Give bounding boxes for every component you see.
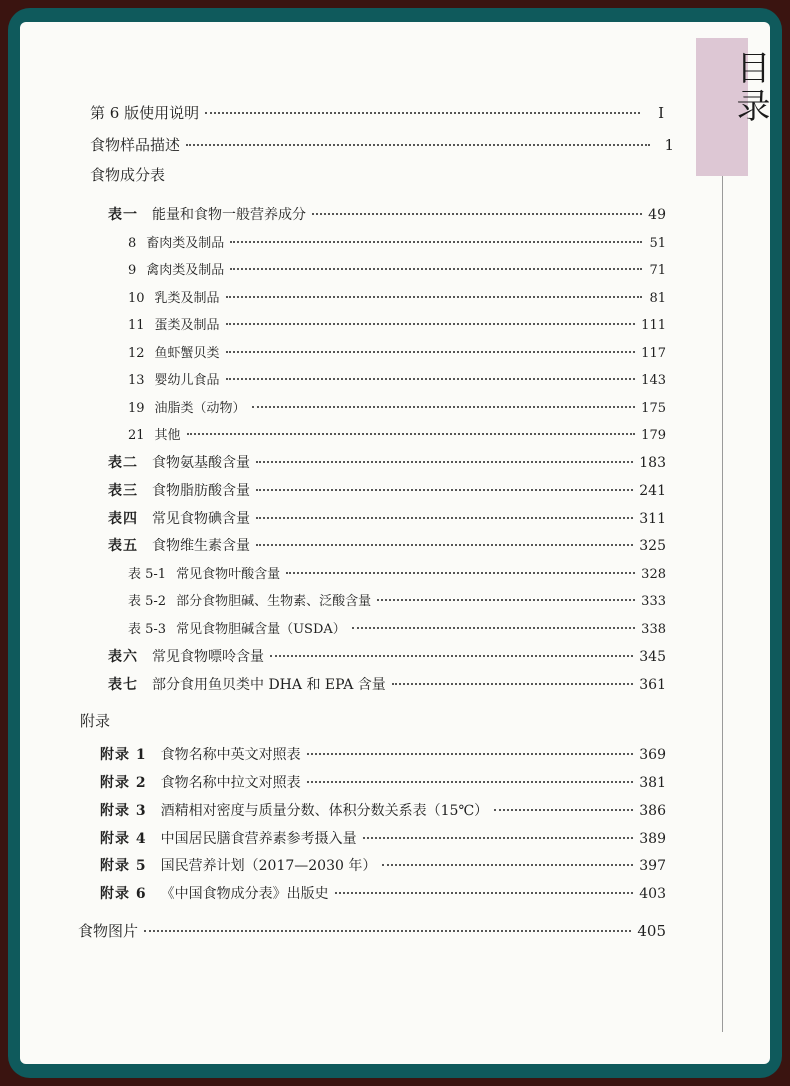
entry-text: 常见食物碘含量 [152,511,250,527]
dot-leader [307,780,634,783]
entry-page: 241 [639,483,666,499]
entry-label: 附录 2 [100,775,147,791]
toc-subentry[interactable] [128,563,666,582]
entry-text: 食物图片 [78,922,139,940]
entry-label: 附录 3 [100,803,147,819]
entry-text: 蛋类及制品 [154,318,220,333]
toc-entry-table6[interactable] [108,646,666,666]
toc-subentry[interactable] [128,424,666,443]
entry-number: 11 [128,318,145,333]
entry-label: 表四 [108,511,138,527]
entry-page: 338 [641,622,666,637]
entry-page: 81 [649,291,666,306]
dot-leader [230,267,642,270]
entry-text: 食物维生素含量 [152,538,250,554]
dot-leader [256,460,633,463]
toc-subentry[interactable] [128,314,666,333]
dot-leader [335,891,634,894]
dot-leader [494,808,633,811]
entry-page: 51 [649,236,666,251]
dot-leader [226,295,642,298]
entry-page: 143 [641,373,666,388]
toc-entry-appendix[interactable] [100,800,666,820]
entry-page: 333 [641,594,666,609]
dot-leader [256,488,633,491]
dot-leader [205,111,640,114]
entry-text: 常见食物叶酸含量 [176,567,281,582]
toc-page [20,22,770,1064]
entry-text: 部分食用鱼贝类中 DHA 和 EPA 含量 [152,677,386,693]
entry-page: 183 [639,455,666,471]
entry-text: 乳类及制品 [154,291,220,306]
dot-leader [252,405,636,408]
entry-text: 油脂类（动物） [154,401,246,416]
dot-leader [307,752,634,755]
entry-text: 畜肉类及制品 [146,236,225,251]
entry-page: 361 [639,677,666,693]
dot-leader [144,929,631,932]
entry-page: 345 [639,649,666,665]
entry-text: 常见食物胆碱含量（USDA） [176,622,346,637]
entry-text: 禽肉类及制品 [146,263,225,278]
entry-number: 9 [128,263,137,278]
dot-leader [392,682,633,685]
entry-label: 附录 1 [100,747,147,763]
dot-leader [363,836,634,839]
entry-text: 国民营养计划（2017—2030 年） [160,858,377,874]
toc-entry-appendix[interactable] [100,855,666,875]
toc-entry-table1[interactable] [108,204,666,224]
entry-label: 附录 4 [100,831,147,847]
dot-leader [256,543,633,546]
entry-text: 酒精相对密度与质量分数、体积分数关系表（15℃） [160,803,489,819]
dot-leader [377,598,635,601]
toc-entry-appendix[interactable] [100,828,666,848]
toc-subentry[interactable] [128,259,666,278]
margin-line [722,42,723,1032]
entry-page: 386 [639,803,666,819]
entry-page: 311 [639,511,666,527]
toc-entry-appendix[interactable] [100,772,666,792]
toc-entry-table4[interactable] [108,508,666,528]
entry-label: 表六 [108,649,138,665]
toc-subentry[interactable] [128,618,666,637]
entry-page: 175 [641,401,666,416]
dot-leader [270,654,633,657]
entry-number: 10 [128,291,145,306]
entry-text: 能量和食物一般营养成分 [152,207,306,223]
dot-leader [286,571,635,574]
toc-subentry[interactable] [128,369,666,388]
entry-page: 405 [637,922,666,940]
entry-number: 8 [128,236,137,251]
entry-text: 部分食物胆碱、生物素、泛酸含量 [176,594,372,609]
entry-text: 《中国食物成分表》出版史 [160,886,329,902]
toc-entry-table2[interactable] [108,452,666,472]
entry-label: 表一 [108,207,138,223]
entry-text: 婴幼儿食品 [154,373,220,388]
entry-number: 表 5-2 [128,594,167,609]
dot-leader [312,212,642,215]
dot-leader [352,626,635,629]
dot-leader [226,377,636,380]
dot-leader [187,432,636,435]
entry-number: 21 [128,428,145,443]
entry-page: 1 [664,136,674,154]
dot-leader [186,143,650,146]
entry-number: 表 5-1 [128,567,167,582]
toc-entry-usage[interactable] [90,102,664,123]
entry-text: 食物脂肪酸含量 [152,483,250,499]
entry-label: 表七 [108,677,138,693]
section-heading-main: 食物成分表 [90,166,166,184]
dot-leader [382,863,633,866]
entry-page: 325 [639,538,666,554]
entry-label: 表三 [108,483,138,499]
entry-page: 369 [639,747,666,763]
entry-page: 381 [639,775,666,791]
entry-page: 49 [648,207,666,223]
toc-entry-table3[interactable] [108,480,666,500]
dot-leader [226,350,636,353]
entry-page: 117 [641,346,666,361]
entry-text: 中国居民膳食营养素参考摄入量 [160,831,357,847]
toc-subentry[interactable] [128,397,666,416]
entry-page: 403 [639,886,666,902]
dot-leader [230,240,642,243]
entry-page: 179 [641,428,666,443]
dot-leader [256,516,633,519]
entry-number: 12 [128,346,145,361]
entry-label: 附录 6 [100,886,147,902]
entry-page: I [658,104,664,122]
entry-text: 鱼虾蟹贝类 [154,346,220,361]
toc-subentry[interactable] [128,342,666,361]
entry-page: 71 [649,263,666,278]
entry-label: 附录 5 [100,858,147,874]
toc-subentry[interactable] [128,232,666,251]
entry-text: 第 6 版使用说明 [90,104,200,122]
entry-number: 19 [128,401,145,416]
toc-entry-food-pictures[interactable] [78,920,666,941]
entry-label: 表五 [108,538,138,554]
toc-entry-table5[interactable] [108,535,666,555]
toc-subentry[interactable] [128,287,666,306]
entry-text: 食物样品描述 [90,136,181,154]
toc-entry-appendix[interactable] [100,744,666,764]
section-heading-appendix: 附录 [80,712,111,730]
entry-page: 111 [641,318,666,333]
entry-number: 13 [128,373,145,388]
entry-page: 328 [641,567,666,582]
entry-page: 389 [639,831,666,847]
entry-text: 其他 [154,428,181,443]
toc-entry-samples[interactable] [90,134,674,155]
entry-text: 食物名称中拉文对照表 [160,775,301,791]
entry-text: 食物名称中英文对照表 [160,747,301,763]
entry-text: 常见食物嘌呤含量 [152,649,264,665]
entry-text: 食物氨基酸含量 [152,455,250,471]
side-title: 目录 [730,50,770,126]
entry-number: 表 5-3 [128,622,167,637]
toc-entry-appendix[interactable] [100,883,666,903]
toc-subentry[interactable] [128,590,666,609]
toc-entry-table7[interactable] [108,674,666,694]
entry-label: 表二 [108,455,138,471]
dot-leader [226,322,636,325]
entry-page: 397 [639,858,666,874]
